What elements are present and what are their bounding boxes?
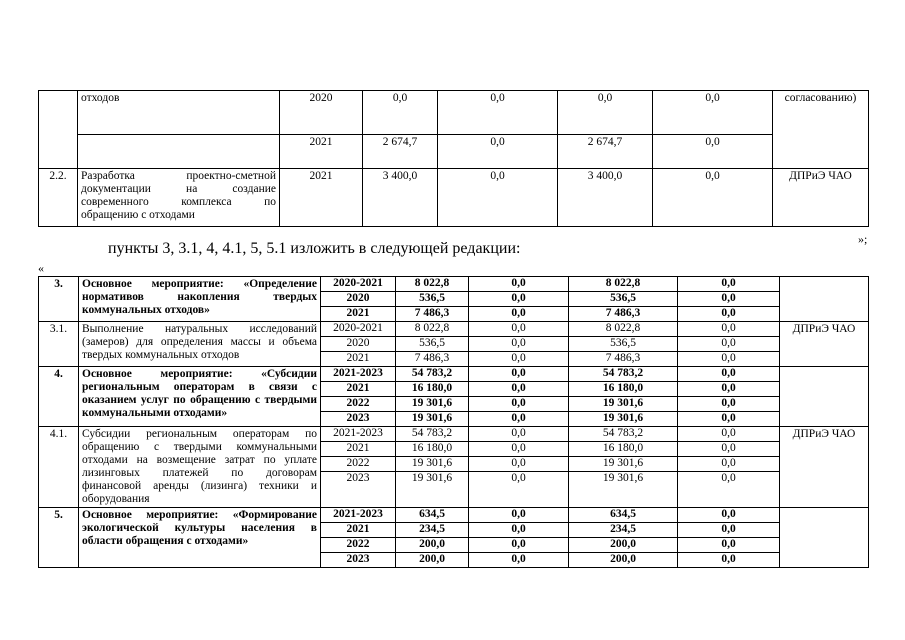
value-cell: 54 783,2 (396, 427, 468, 442)
year-cell: 2021 (321, 442, 395, 457)
row-text: Выполнение натуральных исследований (замеров) для определения массы и объема твердых коммунальных отходов (79, 322, 321, 367)
value-cell: 0,0 (469, 382, 568, 397)
year-cell: 2023 (346, 553, 370, 565)
value-stack (469, 322, 568, 366)
row-text: Разработка проектно-сметной документации на создание современного комплекса по обращению с отходами (78, 169, 280, 227)
amendment-sentence: пункты 3, 3.1, 4, 4.1, 5, 5.1 изложить в следующей редакции: (108, 240, 521, 257)
value-cell: 54 783,2 (396, 367, 468, 382)
value-cell: 536,5 (396, 292, 468, 307)
year-cell: 2021 (346, 352, 370, 364)
value-cell: 0,0 (469, 277, 568, 292)
value-cell: 0,0 (511, 352, 526, 364)
value-cell: 0,0 (678, 397, 779, 412)
table-row (39, 367, 869, 427)
value-list (678, 322, 780, 367)
value-cell: 0,0 (678, 457, 779, 472)
value-cell: 8 022,8 (396, 322, 468, 337)
value-cell: 0,0 (678, 337, 779, 352)
value-cell: 0,0 (721, 307, 736, 319)
value-cell: 200,0 (396, 538, 468, 553)
value-cell: 19 301,6 (411, 472, 453, 484)
value-cell: 0,0 (678, 292, 779, 307)
year-cell: 2021 (346, 307, 370, 319)
value-cell: 0,0 (721, 553, 736, 565)
year-cell: 2021 (321, 523, 395, 538)
value-cell: 200,0 (569, 538, 677, 553)
value-cell: 200,0 (610, 553, 636, 565)
year-cell: 2022 (321, 457, 395, 472)
year-cell: 2020 (280, 91, 363, 135)
year-cell: 2021-2023 (321, 367, 395, 382)
row-number (39, 91, 78, 169)
year-cell: 2021 (321, 382, 395, 397)
value-stack (396, 322, 468, 366)
table-row (39, 91, 869, 135)
year-cell: 2020-2021 (321, 277, 395, 292)
value-list (569, 277, 678, 322)
year-cell: 2020-2021 (321, 322, 395, 337)
value-cell: 16 180,0 (569, 442, 677, 457)
row-text: отходов (78, 91, 280, 135)
value-cell: 0,0 (438, 91, 558, 135)
value-cell: 0,0 (438, 135, 558, 169)
value-cell: 2 674,7 (558, 135, 653, 169)
year-list (321, 427, 396, 508)
value-cell: 19 301,6 (411, 412, 453, 424)
row-number: 4.1. (39, 427, 79, 508)
value-stack (396, 367, 468, 426)
value-list (678, 427, 780, 508)
value-cell: 0,0 (678, 538, 779, 553)
executor-cell (780, 508, 869, 568)
value-stack (396, 427, 468, 486)
value-cell: 8 022,8 (569, 322, 677, 337)
value-cell: 234,5 (396, 523, 468, 538)
table-row (39, 508, 869, 568)
value-cell: 0,0 (678, 442, 779, 457)
value-cell: 0,0 (678, 277, 779, 292)
value-stack (321, 367, 395, 426)
value-cell: 0,0 (678, 523, 779, 538)
value-cell: 7 486,3 (414, 307, 450, 319)
value-list (678, 508, 780, 568)
value-cell: 7 486,3 (605, 307, 641, 319)
executor-cell: ДПРиЭ ЧАО (780, 427, 869, 508)
value-cell: 0,0 (678, 367, 779, 382)
value-stack (469, 367, 568, 426)
value-cell: 0,0 (469, 337, 568, 352)
row-number: 4. (39, 367, 79, 427)
value-list (469, 508, 569, 568)
value-cell: 0,0 (678, 322, 779, 337)
total-cell: 2 674,7 (363, 135, 438, 169)
value-cell: 234,5 (569, 523, 677, 538)
value-stack (678, 367, 779, 426)
value-list (469, 427, 569, 508)
value-stack (396, 508, 468, 567)
row-text (78, 135, 280, 169)
value-cell: 0,0 (678, 427, 779, 442)
table-row (39, 277, 869, 322)
value-list (569, 367, 678, 427)
row-text: Основное мероприятие: «Субсидии региональным операторам в связи с оказанием услуг по обращению с твердыми коммунальными отходами» (79, 367, 321, 427)
year-cell: 2022 (321, 397, 395, 412)
value-stack (321, 277, 395, 321)
value-list (569, 427, 678, 508)
value-list (469, 277, 569, 322)
value-cell: 536,5 (569, 337, 677, 352)
year-list (321, 508, 396, 568)
table-row (39, 322, 869, 367)
row-text: Основное мероприятие: «Формирование экологической культуры населения в области обращения с отходами» (79, 508, 321, 568)
value-list (469, 322, 569, 367)
value-stack (569, 322, 677, 366)
value-cell: 0,0 (469, 322, 568, 337)
value-cell: 16 180,0 (396, 382, 468, 397)
year-cell: 2021-2023 (321, 427, 395, 442)
closing-quote: »; (858, 232, 868, 246)
value-cell: 16 180,0 (569, 382, 677, 397)
row-number: 3.1. (39, 322, 79, 367)
value-list (396, 427, 469, 508)
value-cell: 0,0 (511, 553, 526, 565)
value-cell: 0,0 (558, 91, 653, 135)
value-list (396, 322, 469, 367)
value-cell: 0,0 (469, 523, 568, 538)
total-cell: 0,0 (363, 91, 438, 135)
value-cell: 0,0 (469, 397, 568, 412)
row-text: Основное мероприятие: «Определение нормативов накопления твердых коммунальных отходов» (79, 277, 321, 322)
year-list (321, 277, 396, 322)
value-stack (678, 277, 779, 321)
value-cell: 536,5 (396, 337, 468, 352)
value-list (396, 367, 469, 427)
table-row (39, 169, 869, 227)
value-cell: 0,0 (469, 292, 568, 307)
value-list (469, 367, 569, 427)
value-cell: 19 301,6 (602, 472, 644, 484)
value-cell: 634,5 (569, 508, 677, 523)
value-list (396, 508, 469, 568)
value-cell: 0,0 (678, 508, 779, 523)
top-table (38, 90, 869, 227)
year-cell: 2020 (321, 337, 395, 352)
table-row (39, 427, 869, 508)
value-stack (469, 277, 568, 321)
value-list (678, 367, 780, 427)
value-stack (678, 427, 779, 486)
executor-cell (780, 367, 869, 427)
year-cell: 2022 (321, 538, 395, 553)
value-cell: 7 486,3 (414, 352, 450, 364)
value-stack (321, 322, 395, 366)
bottom-table (38, 276, 869, 568)
value-cell: 0,0 (721, 472, 736, 484)
year-list (321, 367, 396, 427)
value-cell: 0,0 (653, 135, 773, 169)
value-stack (569, 427, 677, 486)
value-list (569, 508, 678, 568)
value-cell: 0,0 (721, 412, 736, 424)
total-cell: 3 400,0 (363, 169, 438, 227)
row-text: Субсидии региональным операторам по обращению с твердыми коммунальными отходами на возмещение затрат по уплате лизинговых платежей по договорам финансовой аренды (лизинга) техники и оборудования (79, 427, 321, 508)
value-cell: 19 301,6 (396, 397, 468, 412)
year-cell: 2023 (346, 412, 370, 424)
value-cell: 634,5 (396, 508, 468, 523)
value-cell: 0,0 (721, 352, 736, 364)
value-stack (469, 508, 568, 567)
value-cell: 0,0 (438, 169, 558, 227)
value-cell: 0,0 (678, 382, 779, 397)
year-cell: 2021 (280, 135, 363, 169)
value-stack (569, 367, 677, 426)
value-cell: 0,0 (653, 91, 773, 135)
row-number: 5. (39, 508, 79, 568)
value-cell: 0,0 (469, 367, 568, 382)
row-number: 2.2. (39, 169, 78, 227)
value-cell: 0,0 (469, 508, 568, 523)
value-stack (321, 508, 395, 567)
value-cell: 8 022,8 (396, 277, 468, 292)
row-number: 3. (39, 277, 79, 322)
value-cell: 3 400,0 (558, 169, 653, 227)
value-cell: 19 301,6 (396, 457, 468, 472)
executor-cell (780, 277, 869, 322)
value-cell: 0,0 (469, 427, 568, 442)
year-cell: 2021-2023 (321, 508, 395, 523)
executor-cell: ДПРиЭ ЧАО (773, 169, 869, 227)
year-cell: 2023 (346, 472, 370, 484)
value-cell: 19 301,6 (569, 397, 677, 412)
table-row (39, 135, 869, 169)
executor-cell: согласованию) (773, 91, 869, 169)
value-cell: 0,0 (469, 442, 568, 457)
value-cell: 54 783,2 (569, 367, 677, 382)
value-stack (469, 427, 568, 486)
value-cell: 16 180,0 (396, 442, 468, 457)
executor-cell: ДПРиЭ ЧАО (780, 322, 869, 367)
value-cell: 7 486,3 (605, 352, 641, 364)
value-cell: 0,0 (511, 472, 526, 484)
value-cell: 200,0 (419, 553, 445, 565)
value-stack (678, 322, 779, 366)
opening-quote: « (38, 261, 44, 275)
value-stack (569, 277, 677, 321)
value-cell: 536,5 (569, 292, 677, 307)
value-stack (396, 277, 468, 321)
value-cell: 0,0 (511, 307, 526, 319)
year-cell: 2020 (321, 292, 395, 307)
value-cell: 54 783,2 (569, 427, 677, 442)
value-cell: 0,0 (469, 538, 568, 553)
value-list (569, 322, 678, 367)
value-stack (678, 508, 779, 567)
value-cell: 0,0 (653, 169, 773, 227)
value-cell: 19 301,6 (569, 457, 677, 472)
value-cell: 19 301,6 (602, 412, 644, 424)
year-cell: 2021 (280, 169, 363, 227)
year-list (321, 322, 396, 367)
value-cell: 0,0 (469, 457, 568, 472)
value-cell: 0,0 (511, 412, 526, 424)
value-cell: 8 022,8 (569, 277, 677, 292)
value-stack (569, 508, 677, 567)
value-list (396, 277, 469, 322)
value-list (678, 277, 780, 322)
value-stack (321, 427, 395, 486)
